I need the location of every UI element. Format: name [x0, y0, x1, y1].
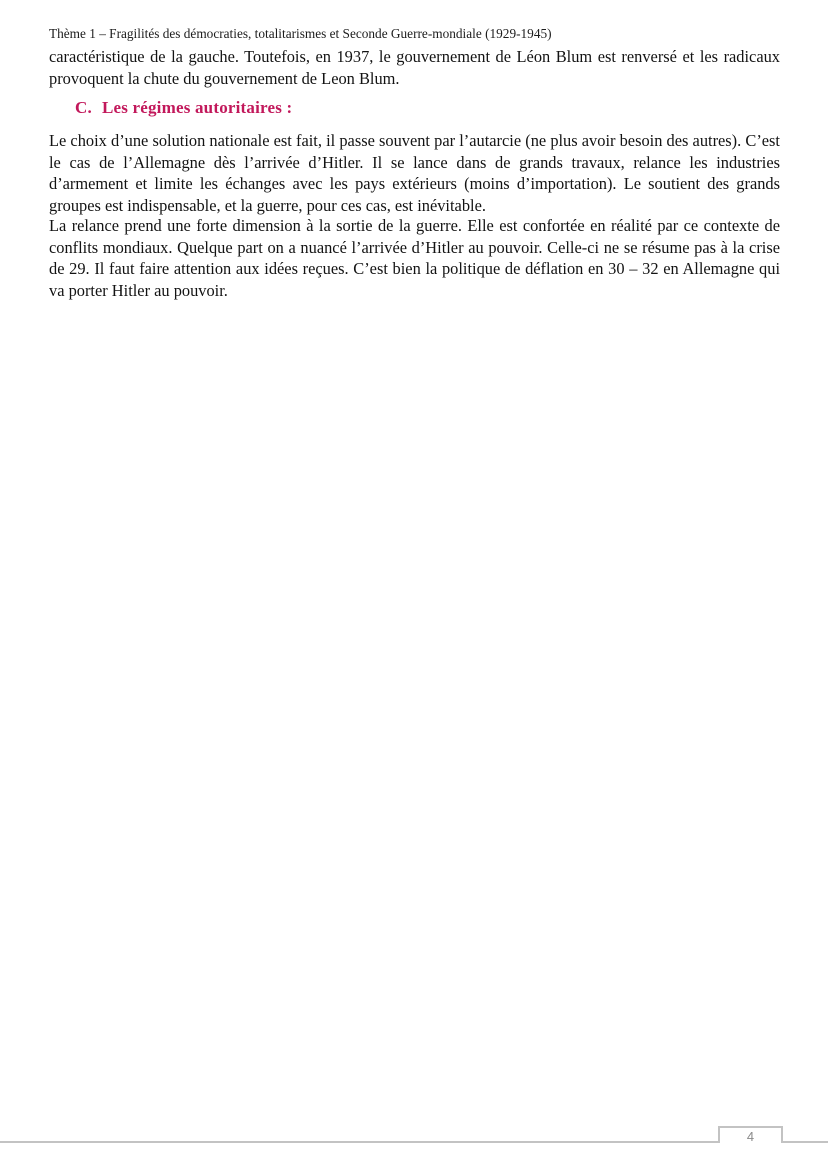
- footer-rule-right: [783, 1141, 828, 1143]
- footer-rule-left: [0, 1141, 718, 1143]
- body-paragraph-3: La relance prend une forte dimension à la sortie de la guerre. Elle est confortée en réalité par ce contexte de conflits mondiaux. Quelque part on a nuancé l’arrivée d’Hitler au pouvoir. Celle-ci ne se résume pas à la crise de 29. Il faut faire attention aux idées reçues. C’est bien la politique de déflation en 30 – 32 en Allemagne qui va porter Hitler au pouvoir.: [49, 216, 780, 300]
- page-header-text: Thème 1 – Fragilités des démocraties, totalitarismes et Seconde Guerre-mondiale (1929-1945): [49, 26, 552, 41]
- section-heading: [75, 98, 292, 118]
- body-paragraph-1: caractéristique de la gauche. Toutefois, en 1937, le gouvernement de Léon Blum est renversé et les radicaux provoquent la chute du gouvernement de Leon Blum.: [49, 47, 780, 88]
- page-number: 4: [746, 1129, 755, 1144]
- body-paragraph-2: Le choix d’une solution nationale est fait, il passe souvent par l’autarcie (ne plus avoir besoin des autres). C’est le cas de l’Allemagne dès l’arrivée d’Hitler. Il se lance dans de grands travaux, relance les industries d’armement et limite les échanges avec les pays extérieurs (moins d’importation). Le soutient des grands groupes est indispensable, et la guerre, pour ces cas, est inévitable.: [49, 131, 780, 215]
- section-heading-label: Les régimes autoritaires :: [101, 98, 293, 117]
- section-heading-marker: C.: [75, 98, 92, 117]
